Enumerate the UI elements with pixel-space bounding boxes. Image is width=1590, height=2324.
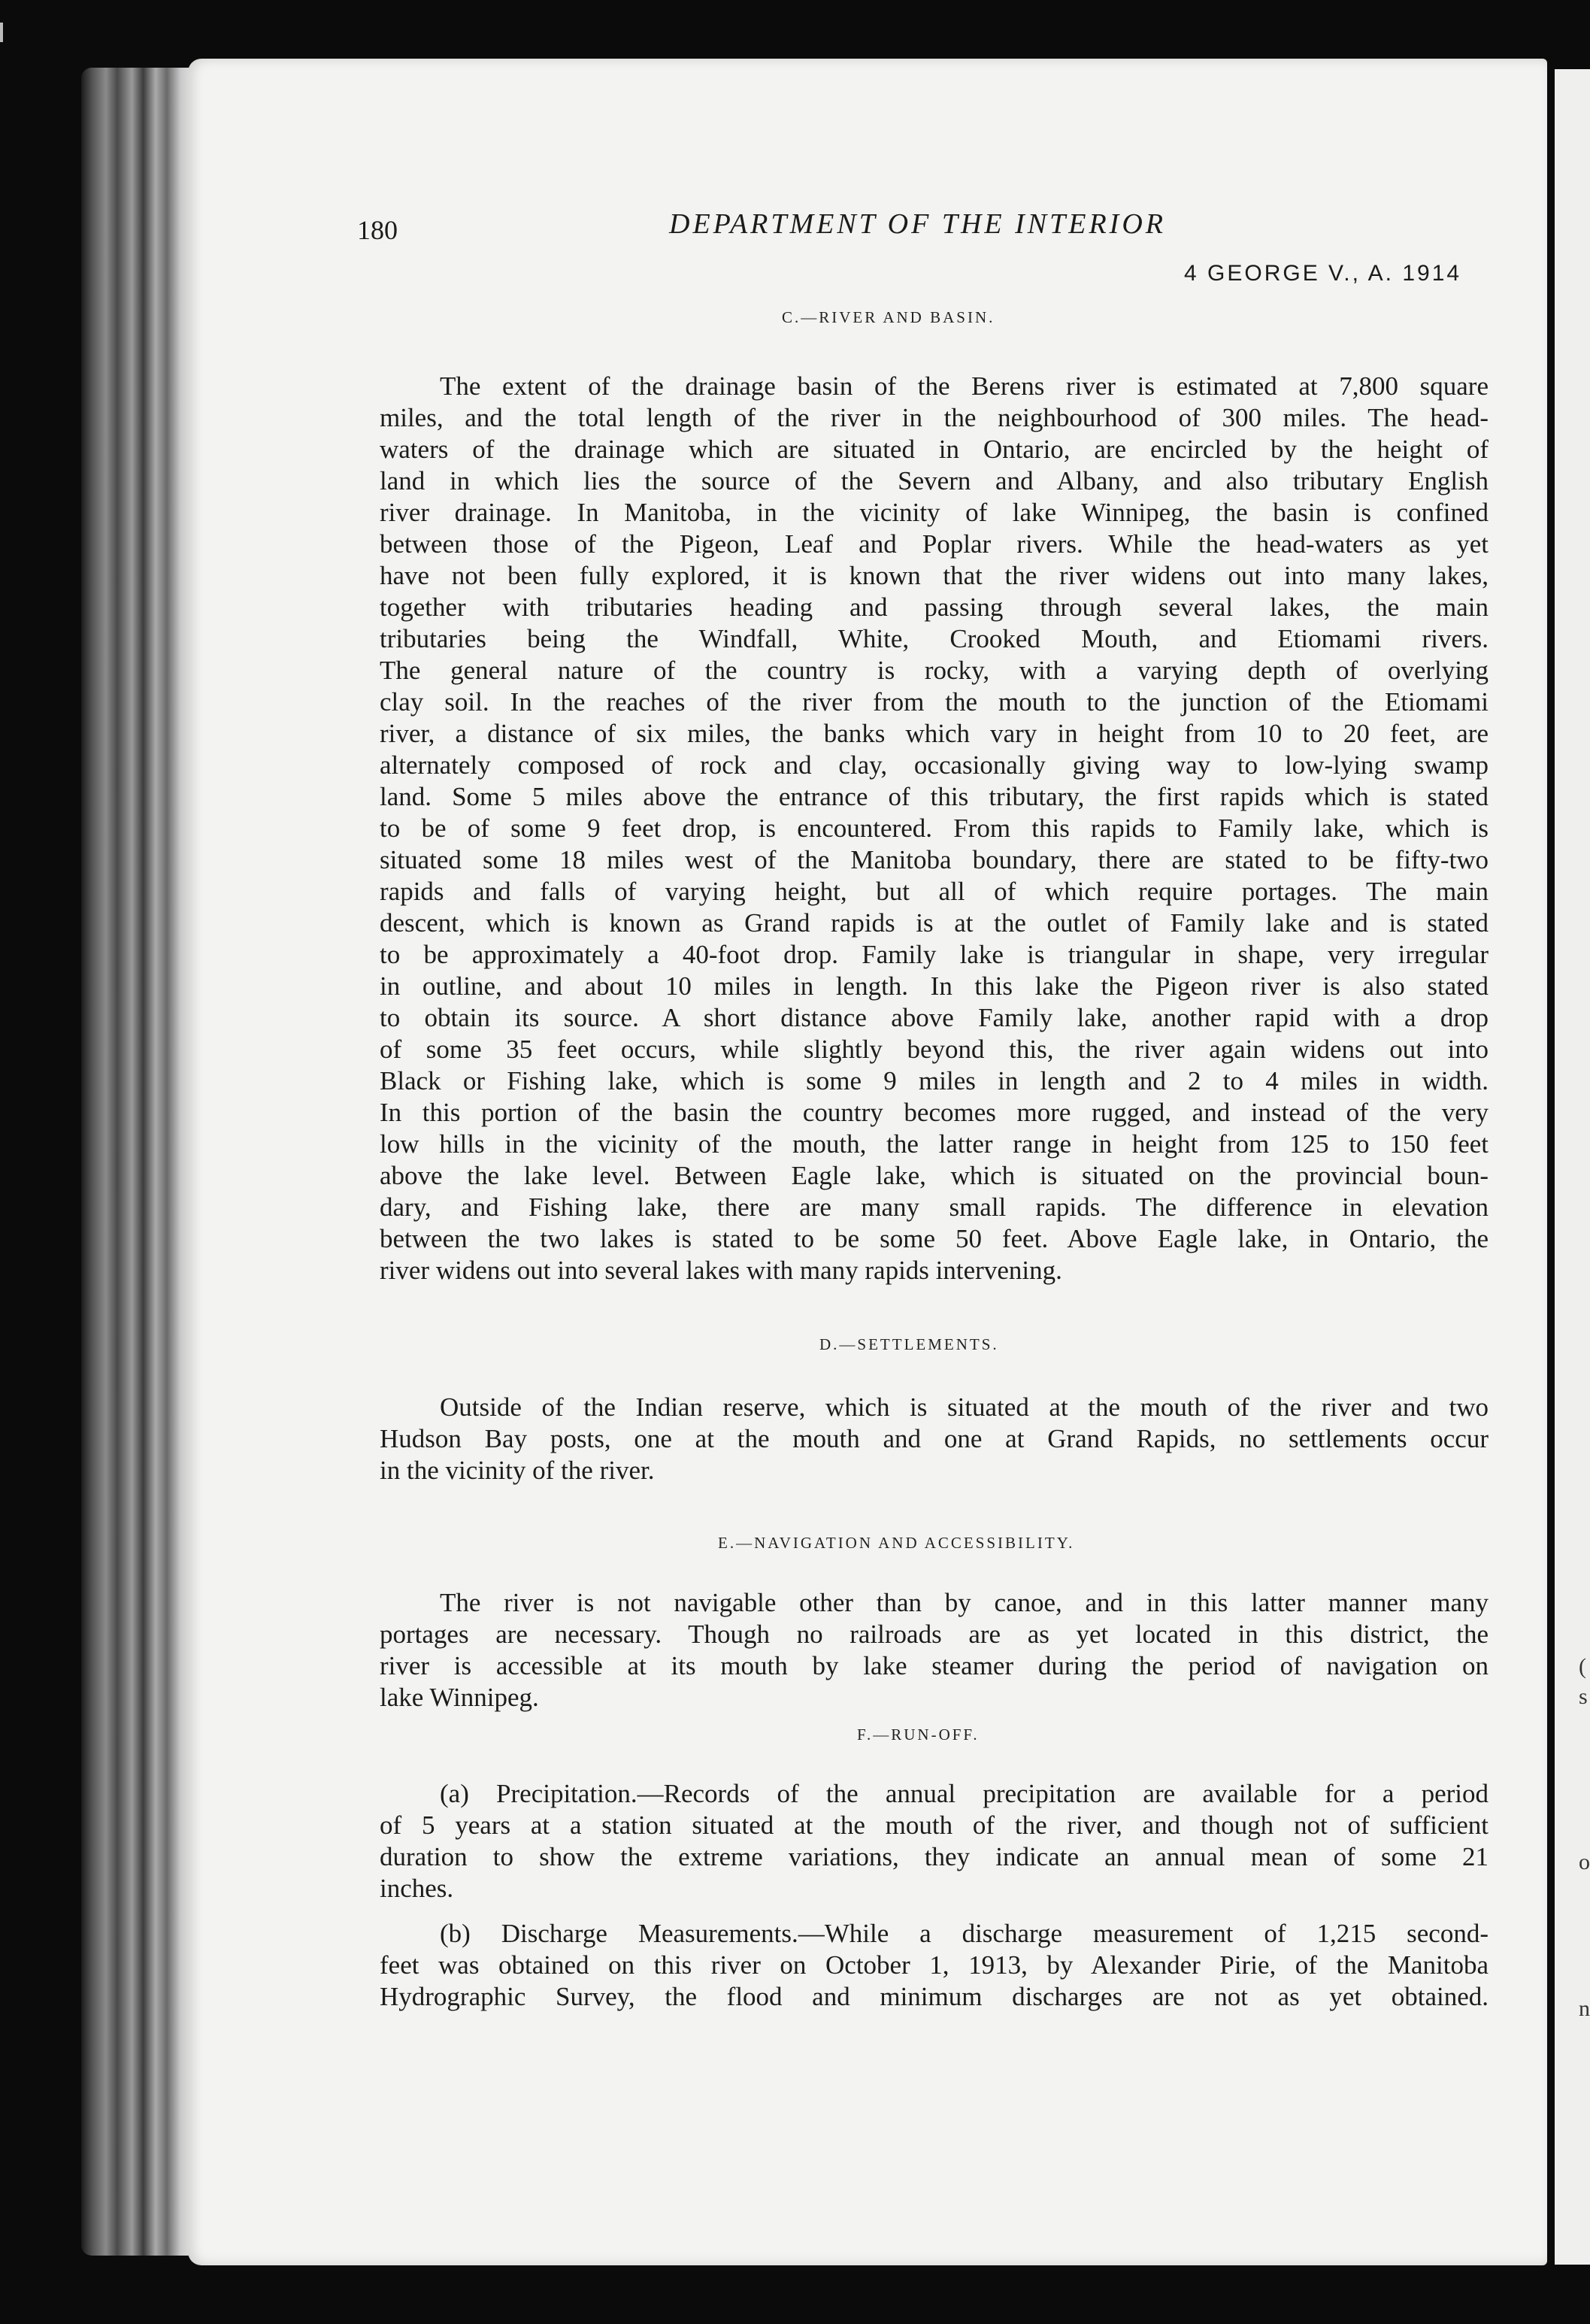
- section-heading-navigation: E.—NAVIGATION AND ACCESSIBILITY.: [718, 1534, 1075, 1552]
- paragraph-line: have not been fully explored, it is known that the river widens out into many lakes,: [380, 561, 1489, 590]
- paragraph-line: to be approximately a 40-foot drop. Family lake is triangular in shape, very irregular: [380, 940, 1489, 969]
- paragraph-line: in the vicinity of the river.: [380, 1456, 655, 1485]
- paragraph-line: (a) Precipitation.—Records of the annual precipitation are available for a period: [440, 1779, 1489, 1808]
- paragraph-line: inches.: [380, 1874, 454, 1903]
- paragraph-line: above the lake level. Between Eagle lake, which is situated on the provincial boun-: [380, 1161, 1489, 1190]
- paragraph-line: of some 35 feet occurs, while slightly beyond this, the river again widens out into: [380, 1035, 1489, 1064]
- paragraph-line: In this portion of the basin the country becomes more rugged, and instead of the very: [380, 1098, 1489, 1127]
- paragraph-line: land. Some 5 miles above the entrance of this tributary, the first rapids which is stated: [380, 782, 1489, 811]
- facing-page-fragment: (: [1579, 1654, 1586, 1679]
- paragraph-line: The general nature of the country is rocky, with a varying depth of overlying: [380, 656, 1489, 685]
- paragraph-line: river drainage. In Manitoba, in the vicinity of lake Winnipeg, the basin is confined: [380, 498, 1489, 527]
- paragraph-line: miles, and the total length of the river in the neighbourhood of 300 miles. The head-: [380, 403, 1489, 432]
- paragraph-line: portages are necessary. Though no railroads are as yet located in this district, the: [380, 1620, 1489, 1649]
- paragraph-line: The extent of the drainage basin of the Berens river is estimated at 7,800 square: [440, 371, 1489, 401]
- paragraph-line: low hills in the vicinity of the mouth, the latter range in height from 125 to 150 feet: [380, 1129, 1489, 1159]
- paragraph-line: situated some 18 miles west of the Manitoba boundary, there are stated to be fifty-two: [380, 845, 1489, 874]
- paragraph-line: between those of the Pigeon, Leaf and Poplar rivers. While the head-waters as yet: [380, 529, 1489, 559]
- paragraph-line: to be of some 9 feet drop, is encountered. From this rapids to Family lake, which is: [380, 814, 1489, 843]
- paragraph-line: feet was obtained on this river on October 1, 1913, by Alexander Pirie, of the Manitoba: [380, 1950, 1489, 1980]
- paragraph-line: Outside of the Indian reserve, which is situated at the mouth of the river and two: [440, 1392, 1489, 1422]
- paragraph-line: descent, which is known as Grand rapids is at the outlet of Family lake and is stated: [380, 908, 1489, 938]
- running-head: DEPARTMENT OF THE INTERIOR: [669, 208, 1166, 240]
- paragraph-line: Black or Fishing lake, which is some 9 miles in length and 2 to 4 miles in width.: [380, 1066, 1489, 1095]
- paragraph-line: land in which lies the source of the Severn and Albany, and also tributary English: [380, 466, 1489, 495]
- paragraph-line: alternately composed of rock and clay, occasionally giving way to low-lying swamp: [380, 750, 1489, 780]
- corner-mark: [0, 23, 3, 42]
- paragraph-line: Hydrographic Survey, the flood and minimum discharges are not as yet obtained.: [380, 1982, 1489, 2011]
- paragraph-line: between the two lakes is stated to be some 50 feet. Above Eagle lake, in Ontario, the: [380, 1224, 1489, 1253]
- paragraph-line: river, a distance of six miles, the banks which vary in height from 10 to 20 feet, are: [380, 719, 1489, 748]
- paragraph-line: tributaries being the Windfall, White, Crooked Mouth, and Etiomami rivers.: [380, 624, 1489, 653]
- section-heading-river-and-basin: C.—RIVER AND BASIN.: [782, 308, 995, 326]
- paragraph-line: (b) Discharge Measurements.—While a discharge measurement of 1,215 second-: [440, 1919, 1489, 1948]
- facing-page-fragment: n: [1579, 1996, 1590, 2021]
- facing-page-edge: [1555, 69, 1590, 2265]
- paragraph-line: waters of the drainage which are situated in Ontario, are encircled by the height of: [380, 435, 1489, 464]
- paragraph-line: rapids and falls of varying height, but all of which require portages. The main: [380, 877, 1489, 906]
- paragraph-line: lake Winnipeg.: [380, 1683, 539, 1712]
- paragraph-line: river widens out into several lakes with many rapids intervening.: [380, 1256, 1062, 1285]
- paragraph-line: Hudson Bay posts, one at the mouth and one at Grand Rapids, no settlements occur: [380, 1424, 1489, 1453]
- book-binding: [81, 68, 194, 2256]
- page-number: 180: [357, 215, 398, 245]
- paragraph-line: of 5 years at a station situated at the mouth of the river, and though not of sufficient: [380, 1810, 1489, 1840]
- facing-page-fragment: s: [1579, 1684, 1588, 1709]
- paragraph-line: clay soil. In the reaches of the river from the mouth to the junction of the Etiomami: [380, 687, 1489, 717]
- paragraph-line: The river is not navigable other than by canoe, and in this latter manner many: [440, 1588, 1489, 1617]
- paragraph-line: in outline, and about 10 miles in length. In this lake the Pigeon river is also stated: [380, 971, 1489, 1001]
- paragraph-line: together with tributaries heading and passing through several lakes, the main: [380, 592, 1489, 622]
- paragraph-line: duration to show the extreme variations, they indicate an annual mean of some 21: [380, 1842, 1489, 1871]
- section-heading-settlements: D.—SETTLEMENTS.: [819, 1335, 999, 1353]
- paragraph-line: dary, and Fishing lake, there are many small rapids. The difference in elevation: [380, 1192, 1489, 1222]
- paragraph-line: to obtain its source. A short distance above Family lake, another rapid with a drop: [380, 1003, 1489, 1032]
- facing-page-fragment: o: [1579, 1850, 1590, 1874]
- session-label: 4 GEORGE V., A. 1914: [1184, 261, 1462, 286]
- paragraph-line: river is accessible at its mouth by lake steamer during the period of navigation on: [380, 1651, 1489, 1680]
- section-heading-run-off: F.—RUN-OFF.: [857, 1726, 980, 1744]
